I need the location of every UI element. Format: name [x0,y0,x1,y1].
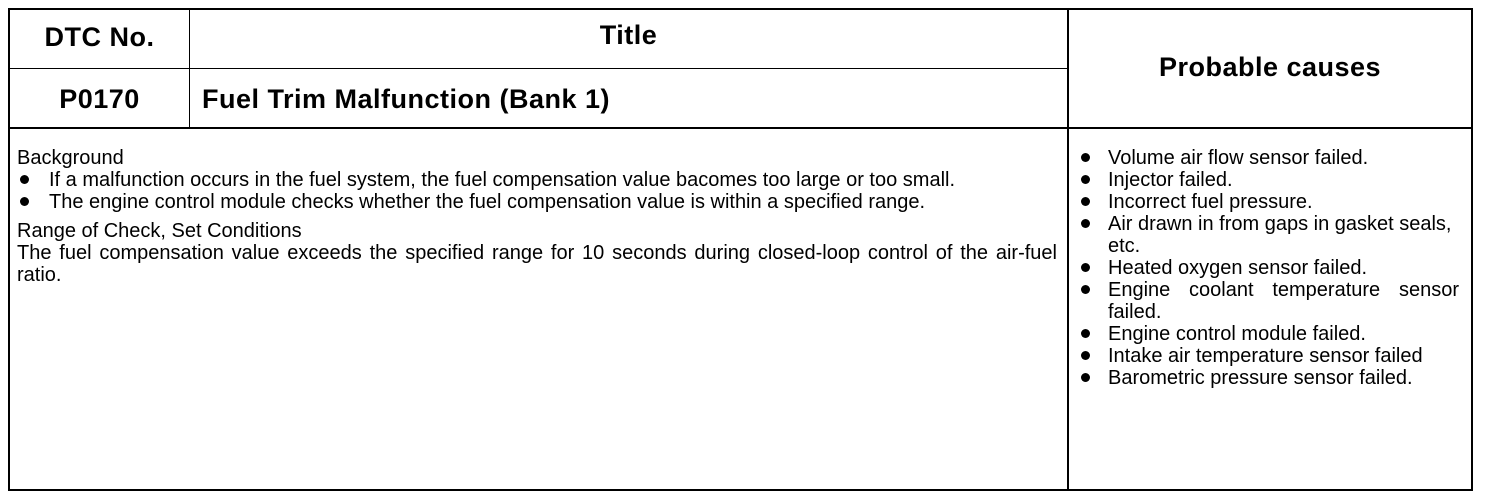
list-item-text: Heated oxygen sensor failed. [1108,257,1368,279]
list-item-text: Injector failed. [1108,169,1233,191]
list-item [1077,345,1459,367]
list-item [1077,323,1459,345]
list-item [1077,213,1459,257]
list-item [1077,169,1459,191]
list-item-text: Engine coolant temperature sensor failed. [1108,279,1459,323]
list-item-text: Intake air temperature sensor failed [1108,345,1423,367]
divider-header-body [10,127,1471,129]
bullet-icon [1081,373,1090,382]
list-item-text: Engine control module failed. [1108,323,1366,345]
list-item [1077,279,1459,323]
bullet-icon [1081,329,1090,338]
list-item [1077,147,1459,169]
list-item [17,169,1057,191]
bullet-icon [1081,175,1090,184]
dtc-title: Fuel Trim Malfunction (Bank 1) [202,84,611,114]
list-item [1077,191,1459,213]
dtc-code: P0170 [59,84,140,114]
bullet-icon [20,197,29,206]
divider-header-row [10,68,1068,69]
range-heading: Range of Check, Set Conditions [17,220,302,242]
causes-list [1077,147,1459,389]
probable-causes-cell [1077,147,1459,389]
background-list [17,169,1057,213]
bullet-icon [1081,263,1090,272]
bullet-icon [1081,197,1090,206]
list-item-text: Volume air flow sensor failed. [1108,147,1369,169]
list-item [17,191,1057,213]
list-item-text: The engine control module checks whether the fuel compensation value is within a specified range. [49,191,926,213]
background-heading: Background [17,147,124,169]
list-item-text: If a malfunction occurs in the fuel system, the fuel compensation value bacomes too large or too small. [49,169,956,191]
range-text: The fuel compensation value exceeds the specified range for 10 seconds during closed-loop control of the air-fuel ratio. [17,242,1057,286]
dtc-no-header: DTC No. [44,22,155,52]
list-item-text: Barometric pressure sensor failed. [1108,367,1413,389]
list-item [1077,257,1459,279]
probable-causes-header: Probable causes [1158,52,1382,82]
description-cell [17,147,1057,286]
title-header: Title [599,20,658,50]
bullet-icon [1081,219,1090,228]
list-item-text: Incorrect fuel pressure. [1108,191,1313,213]
list-item-text: Air drawn in from gaps in gasket seals, etc. [1108,213,1452,257]
bullet-icon [1081,153,1090,162]
bullet-icon [1081,285,1090,294]
bullet-icon [20,175,29,184]
list-item [1077,367,1459,389]
bullet-icon [1081,351,1090,360]
